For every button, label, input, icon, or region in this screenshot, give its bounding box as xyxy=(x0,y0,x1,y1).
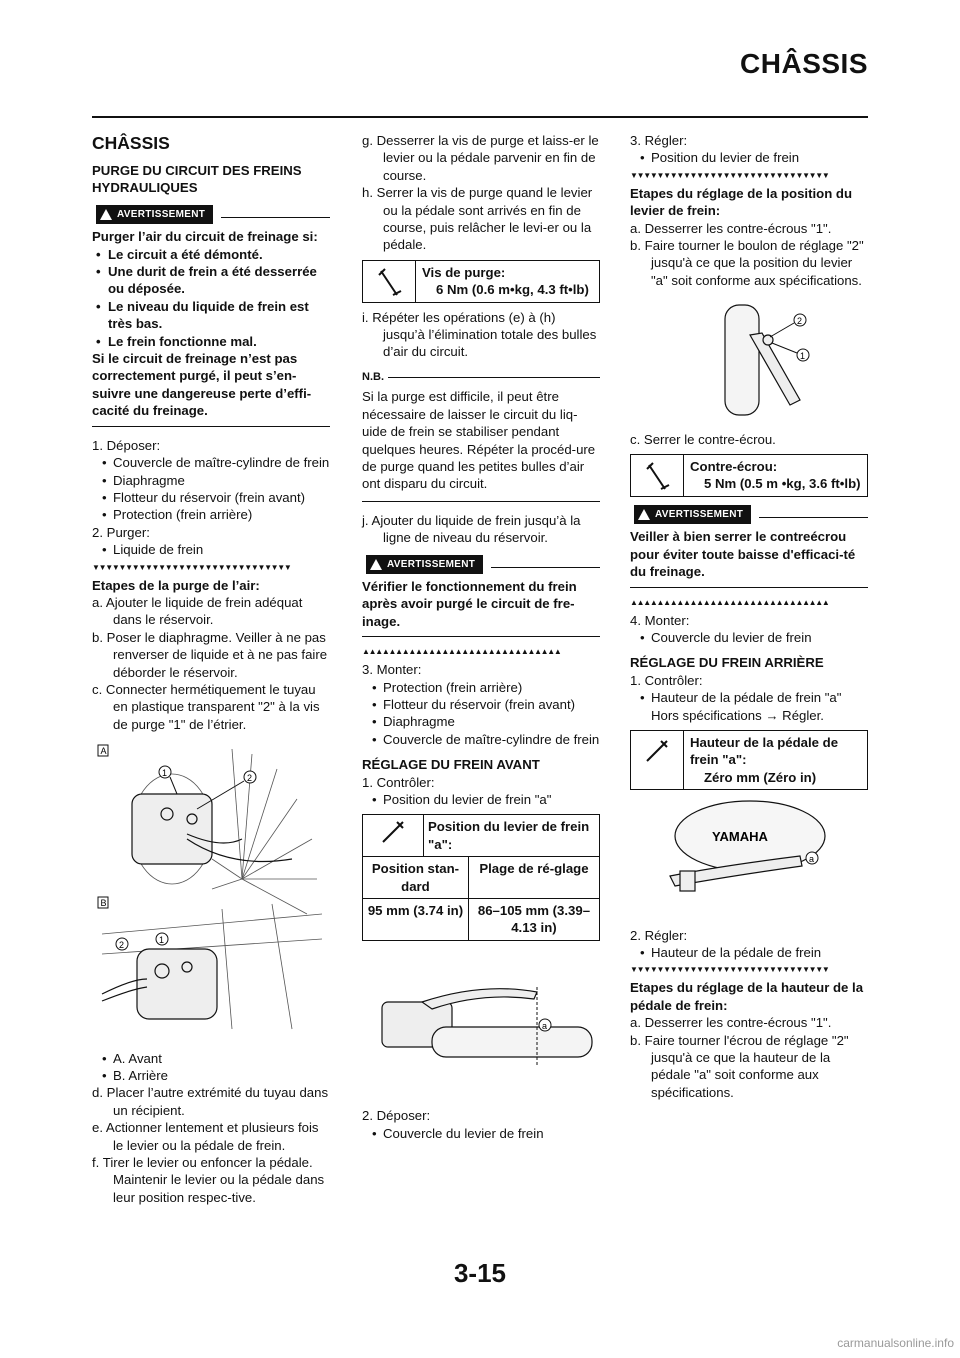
legend-item: • A. Avant xyxy=(92,1050,330,1067)
warning-box xyxy=(92,205,330,427)
svg-text:1: 1 xyxy=(162,768,168,779)
procedure-title: Etapes du réglage de la hauteur de la pédale de frein: xyxy=(630,980,864,1013)
step: 4. Monter: xyxy=(630,612,690,628)
step: 3. Régler: xyxy=(630,133,688,148)
svg-text:a: a xyxy=(809,854,815,865)
svg-text:1: 1 xyxy=(159,935,165,946)
step: 1. Déposer: xyxy=(92,437,161,453)
list-item: • Protection (frein arrière) xyxy=(92,506,330,523)
warning-icon xyxy=(370,559,382,570)
step: 3. Monter: xyxy=(362,662,422,678)
list-item: • Flotteur du réservoir (frein avant) xyxy=(92,489,330,506)
procedure-step: e. Actionner lentement et plusieurs fois le levier ou la pédale de frein. xyxy=(92,1120,319,1153)
procedure-title: Etapes du réglage de la position du levier de frein: xyxy=(630,185,853,219)
svg-text:2: 2 xyxy=(119,940,125,951)
list-item: • Diaphragme xyxy=(92,472,330,489)
page-header-title: CHÂSSIS xyxy=(740,48,868,79)
list-item: • Couvercle de maître-cylindre de frein xyxy=(362,731,600,748)
brake-pedal-illustration xyxy=(630,796,868,920)
list-item: • Une durit de frein a été desserrée ou déposée. xyxy=(92,263,330,298)
measure-icon xyxy=(379,818,407,846)
torque-wrench-icon xyxy=(643,461,671,493)
warning-box: AVERTISSEMENT Veiller à bien serrer le contreécrou pour éviter toute baisse d'efficaci-té du freinage. xyxy=(630,505,868,588)
list-item: • Hauteur de la pédale de frein xyxy=(630,944,868,961)
column-right xyxy=(630,132,868,1101)
pedal-height-spec-box: Hauteur de la pédale de frein "a": Zéro mm (Zéro in) xyxy=(630,730,868,790)
warning-box: AVERTISSEMENT Vérifier le fonctionnement du frein après avoir purgé le circuit de fre-inage. xyxy=(362,555,600,638)
warning-badge: AVERTISSEMENT xyxy=(634,505,751,524)
warning-icon xyxy=(100,209,112,220)
procedure-start-marker: ▼▼▼▼▼▼▼▼▼▼▼▼▼▼▼▼▼▼▼▼▼▼▼▼▼▼▼▼▼▼ xyxy=(630,170,829,180)
list-item: • Flotteur du réservoir (frein avant) xyxy=(362,696,600,713)
procedure-step: a. Desserrer les contre-écrous "1". xyxy=(630,1015,832,1031)
procedure-step: d. Placer l’autre extrémité du tuyau dans un récipient. xyxy=(92,1085,329,1118)
subsection-title: PURGE DU CIRCUIT DES FREINS HYDRAULIQUES xyxy=(92,163,302,196)
torque-wrench-icon xyxy=(375,267,403,299)
header-rule xyxy=(92,116,868,118)
list-item: • Position du levier de frein "a" xyxy=(362,791,600,808)
step: 2. Purger: xyxy=(92,524,150,540)
step: 2. Déposer: xyxy=(362,1108,431,1124)
figure-label-b: B xyxy=(100,898,107,909)
legend-item: • B. Arrière xyxy=(92,1067,330,1084)
watermark: carmanualsonline.info xyxy=(837,1336,954,1350)
list-item: • Couvercle de maître-cylindre de frein xyxy=(92,454,330,471)
svg-text:2: 2 xyxy=(247,773,253,784)
svg-text:1: 1 xyxy=(800,351,806,362)
warning-badge: AVERTISSEMENT xyxy=(96,205,213,224)
lever-position-table: Position du levier de frein "a": Position stan-dard Plage de ré-glage 95 mm (3.74 in) 86–105 mm (3.39–4.13 in) xyxy=(362,814,600,940)
column-left xyxy=(92,132,330,1206)
procedure-step: b. Faire tourner le boulon de réglage "2" jusqu'à ce que la position du levier "a" soit conforme aux spécifications. xyxy=(630,238,864,288)
warning-badge: AVERTISSEMENT xyxy=(366,555,483,574)
lever-adjuster-illustration xyxy=(630,295,868,424)
page-number: 3-15 xyxy=(453,1258,507,1288)
procedure-start-marker: ▼▼▼▼▼▼▼▼▼▼▼▼▼▼▼▼▼▼▼▼▼▼▼▼▼▼▼▼▼▼ xyxy=(630,965,829,975)
procedure-step: b. Poser le diaphragme. Veiller à ne pas renverser de liquide et à ne pas faire déborder le réservoir. xyxy=(92,629,328,680)
list-item: • Le niveau du liquide de frein est très bas. xyxy=(92,298,330,333)
procedure-step: c. Serrer le contre-écrou. xyxy=(630,431,776,447)
procedure-end-marker: ▲▲▲▲▲▲▲▲▲▲▲▲▲▲▲▲▲▲▲▲▲▲▲▲▲▲▲▲▲▲ xyxy=(630,597,829,607)
note-box: N.B. Si la purge est difficile, il peut être nécessaire de laisser le circuit du liq-uide de frein se stabiliser pendant quelques heures. Répéter la procéd-ure de purge quand les petites bulles d’air ont disparu du circuit. xyxy=(362,369,600,502)
list-item: • Position du levier de frein xyxy=(630,149,868,166)
brake-lever-illustration xyxy=(362,947,600,1101)
list-item: • Protection (frein arrière) xyxy=(362,679,600,696)
procedure-step: c. Connecter hermétiquement le tuyau en plastique transparent "2" à la vis de purge "1" de l’étrier. xyxy=(92,681,320,732)
procedure-step: a. Desserrer les contre-écrous "1". xyxy=(630,220,832,236)
list-item: • Couvercle du levier de frein xyxy=(362,1125,600,1142)
procedure-step: a. Ajouter le liquide de frein adéquat dans le réservoir. xyxy=(92,594,303,628)
column-middle xyxy=(362,132,600,1142)
list-item: • Le circuit a été démonté. xyxy=(92,246,330,263)
warning-text: Purger l’air du circuit de freinage si: • Le circuit a été démonté. • Une durit de frein a été desserrée ou déposée. • Le niveau du liquide de frein est très bas. • Le frein fonctionne mal. Si le circuit de freinage n’est pas correctement purgé, il peut s’en-suivre une dangereuse perte d’effi-cacité du freinage. xyxy=(92,228,330,426)
procedure-step: f. Tirer le levier ou enfoncer la pédale. Maintenir le levier ou la pédale dans leur position respec-tive. xyxy=(92,1155,325,1205)
section-heading: RÉGLAGE DU FREIN ARRIÈRE xyxy=(630,655,824,671)
list-item: • Liquide de frein xyxy=(92,541,330,558)
step: 2. Régler: xyxy=(630,927,688,943)
procedure-start-marker: ▼▼▼▼▼▼▼▼▼▼▼▼▼▼▼▼▼▼▼▼▼▼▼▼▼▼▼▼▼▼ xyxy=(92,562,291,572)
figure-label-a: A xyxy=(100,746,107,757)
torque-spec-box: Vis de purge: 6 Nm (0.6 m•kg, 4.3 ft•lb) xyxy=(362,260,600,303)
section-title: CHÂSSIS xyxy=(92,133,170,153)
section-heading: RÉGLAGE DU FREIN AVANT xyxy=(362,757,540,773)
svg-text:a: a xyxy=(542,1020,548,1031)
procedure-step: b. Faire tourner l'écrou de réglage "2" jusqu'à ce que la hauteur de la pédale "a" soit conforme aux spécifications. xyxy=(630,1032,849,1100)
procedure-end-marker: ▲▲▲▲▲▲▲▲▲▲▲▲▲▲▲▲▲▲▲▲▲▲▲▲▲▲▲▲▲▲ xyxy=(362,647,561,657)
list-item: • Le frein fonctionne mal. xyxy=(92,333,330,350)
step: 1. Contrôler: xyxy=(362,774,435,790)
list-item: • Diaphragme xyxy=(362,713,600,730)
procedure-step: g. Desserrer la vis de purge et laiss-er le levier ou la pédale parvenir en fin de course. xyxy=(362,133,599,183)
list-item-detail: Hors spécifications → Régler. xyxy=(651,707,824,723)
procedure-step: j. Ajouter du liquide de frein jusqu’à la ligne de niveau du réservoir. xyxy=(362,512,581,546)
list-item: • Hauteur de la pédale de frein "a" xyxy=(630,689,868,706)
caliper-illustration xyxy=(92,739,330,1043)
step: 1. Contrôler: xyxy=(630,672,703,688)
procedure-title: Etapes de la purge de l’air: xyxy=(92,577,260,593)
procedure-step: i. Répéter les opérations (e) à (h) jusqu’à l’élimination totale des bulles d’air du circuit. xyxy=(362,309,597,360)
warning-icon xyxy=(638,509,650,520)
torque-spec-box: Contre-écrou: 5 Nm (0.5 m •kg, 3.6 ft•lb) xyxy=(630,454,868,497)
svg-text:2: 2 xyxy=(797,316,803,327)
list-item: • Couvercle du levier de frein xyxy=(630,629,868,646)
svg-text:YAMAHA: YAMAHA xyxy=(712,829,768,845)
measure-icon xyxy=(643,737,671,765)
procedure-step: h. Serrer la vis de purge quand le levier ou la pédale sont arrivés en fin de course, puis relâcher le levi-er ou la pédale. xyxy=(362,185,593,253)
